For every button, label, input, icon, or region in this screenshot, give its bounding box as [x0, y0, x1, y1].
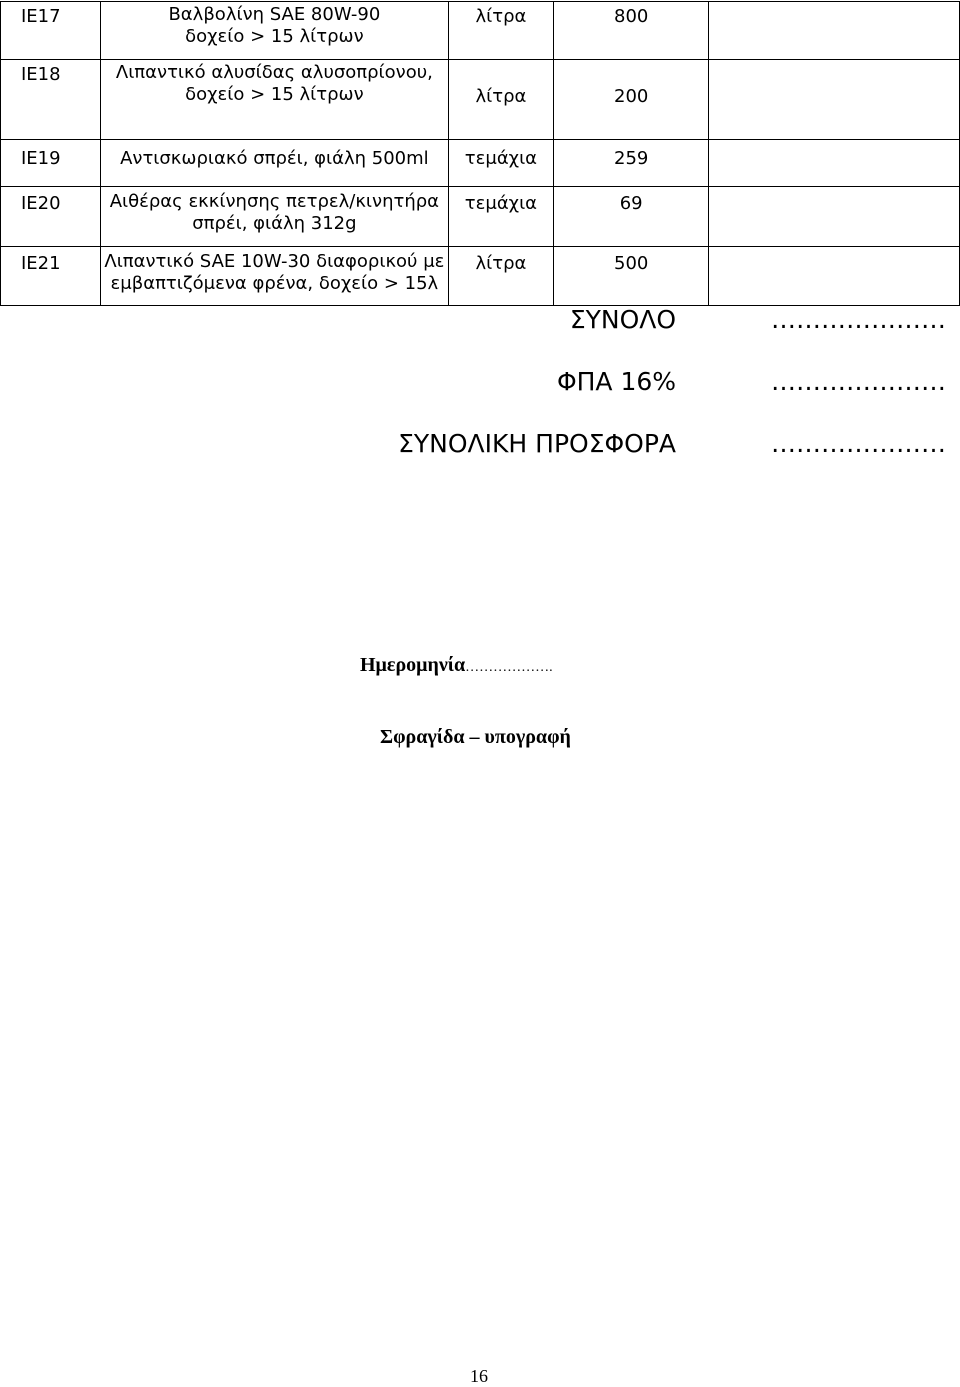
item-description-line: εμβαπτιζόμενα φρένα, δοχείο > 15λ [110, 273, 439, 294]
item-unit: τεμάχια [448, 140, 553, 187]
page-number: 16 [470, 1366, 488, 1386]
date-label: Ημερομηνία [360, 654, 466, 676]
table-row [1, 247, 960, 306]
item-description [101, 140, 449, 187]
item-description [101, 60, 449, 140]
item-description-line: Αιθέρας εκκίνησης πετρελ/κινητήρα [109, 191, 440, 212]
item-description-line: Λιπαντικό SAE 10W-30 διαφορικού με [104, 251, 445, 272]
table-row [1, 60, 960, 140]
item-unit: τεμάχια [448, 187, 553, 247]
item-price-cell [709, 140, 960, 187]
item-quantity: 800 [554, 2, 709, 60]
item-code: ΙΕ18 [1, 60, 101, 140]
vat-dots: ………………… [771, 367, 946, 396]
vat-line [557, 367, 946, 396]
item-quantity: 69 [554, 187, 709, 247]
item-description-line: σπρέι, φιάλη 312g [192, 213, 357, 234]
table-row [1, 140, 960, 187]
item-price-cell [709, 2, 960, 60]
stamp-signature-label: Σφραγίδα – υπογραφή [380, 726, 571, 748]
item-description-line: δοχείο > 15 λίτρων [185, 84, 364, 105]
items-table [0, 1, 960, 306]
item-unit: λίτρα [448, 2, 553, 60]
offer-label: ΣΥΝΟΛΙΚΗ ΠΡΟΣΦΟΡΑ [398, 429, 677, 458]
table-row [1, 2, 960, 60]
item-code: ΙΕ17 [1, 2, 101, 60]
sum-line [570, 305, 946, 334]
item-price-cell [709, 247, 960, 306]
item-price-cell [709, 60, 960, 140]
sum-dots: ………………… [771, 305, 946, 334]
offer-dots: ………………… [771, 429, 946, 458]
table-row [1, 187, 960, 247]
item-price-cell [709, 187, 960, 247]
item-quantity: 500 [554, 247, 709, 306]
item-description-line: δοχείο > 15 λίτρων [185, 26, 364, 47]
item-description-line: Λιπαντικό αλυσίδας αλυσοπρίονου, [115, 62, 433, 83]
item-unit: λίτρα [448, 247, 553, 306]
item-quantity: 200 [554, 60, 709, 140]
item-description-line: Βαλβολίνη SAE 80W-90 [168, 4, 381, 25]
sum-label: ΣΥΝΟΛΟ [569, 305, 677, 334]
item-description [101, 2, 449, 60]
vat-label: ΦΠΑ 16% [556, 367, 677, 396]
item-code: ΙΕ19 [1, 140, 101, 187]
item-description [101, 187, 449, 247]
offer-line [398, 429, 946, 458]
item-description-line: Αντισκωριακό σπρέι, φιάλη 500ml [120, 148, 429, 169]
date-line [360, 654, 553, 677]
date-dots: ………………. [465, 660, 553, 675]
item-code: ΙΕ21 [1, 247, 101, 306]
item-code: ΙΕ20 [1, 187, 101, 247]
item-description [101, 247, 449, 306]
item-unit: λίτρα [448, 60, 553, 140]
item-quantity: 259 [554, 140, 709, 187]
